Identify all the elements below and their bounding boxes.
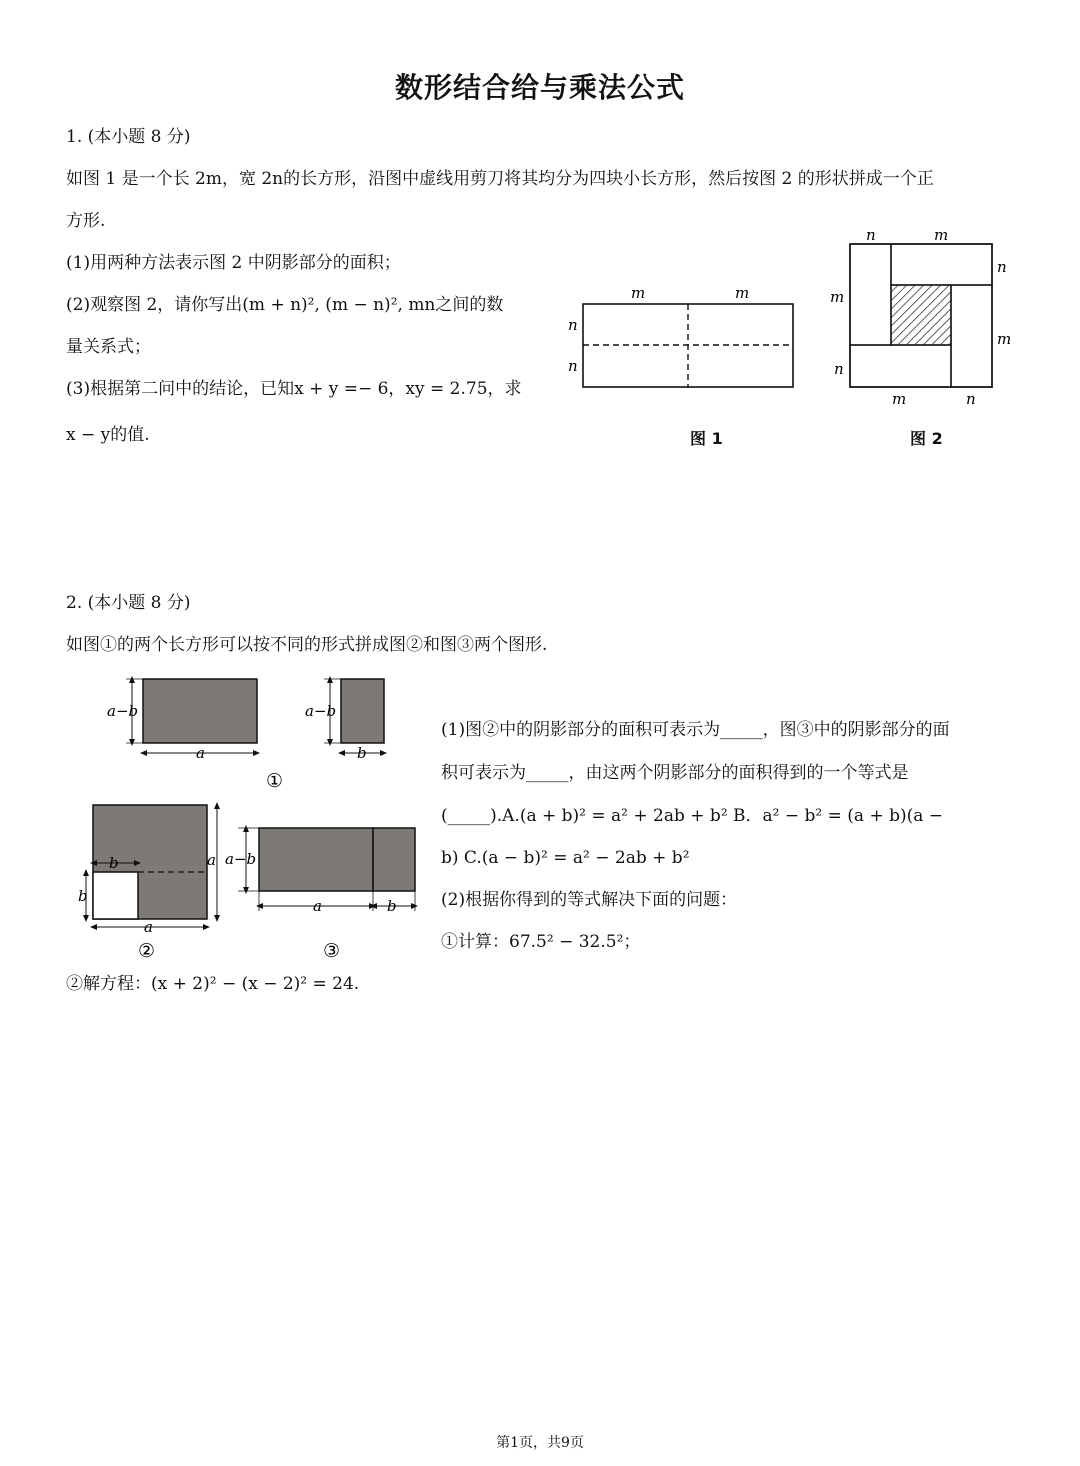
fig-q2-2-caption: ② [138, 940, 156, 962]
fig-q2-2-cutout-square [93, 872, 138, 919]
q2-part1-line4: b) C.(a − b)² = a² − 2ab + b² [441, 848, 690, 868]
fig-q2-3-rect-b [373, 828, 415, 891]
fig-q2-3-caption: ③ [323, 940, 341, 962]
page-title: 数形结合给与乘法公式 [394, 71, 685, 104]
q1-intro-line1: 如图 1 是一个长 2m，宽 2n的长方形，沿图中虚线用剪刀将其均分为四块小长方形，然后按图 2 的形状拼成一个正 [66, 169, 934, 189]
figure-1 [555, 280, 815, 450]
fig2-rect-top [891, 244, 992, 285]
fig-q2-1-rect-a [143, 679, 257, 743]
q1-header: 1. (本小题 8 分) [66, 127, 191, 147]
fig-q2-2-label-b-left: b [78, 887, 88, 905]
fig-q2-2-label-b-top: b [109, 854, 119, 872]
fig-q2-2-label-a-right: a [207, 851, 216, 869]
fig2-label-n-right: n [997, 258, 1007, 276]
q1-part2-line1: (2)观察图 2，请你写出(m + n)², (m − n)², mn之间的数 [66, 295, 504, 315]
fig-q2-3-label-b: b [387, 897, 397, 915]
q2-part1-line1: (1)图②中的阴影部分的面积可表示为_____，图③中的阴影部分的面 [441, 720, 950, 740]
fig1-label-n-bottom: n [568, 357, 578, 375]
page-footer: 第1页，共9页 [496, 1435, 584, 1451]
fig1-label-m-left: m [631, 284, 646, 302]
fig2-rect-right [951, 285, 992, 387]
fig2-label-m-right: m [997, 330, 1012, 348]
fig1-caption: 图 1 [690, 429, 723, 448]
q1-part2-line2: 量关系式； [66, 337, 151, 357]
fig-q2-1-label-amb: a−b [107, 702, 139, 720]
q2-part1-line2: 积可表示为_____，由这两个阴影部分的面积得到的一个等式是 [441, 763, 909, 783]
fig2-shaded-square [891, 285, 951, 345]
q2-sub1: ①计算：67.5² − 32.5²； [441, 932, 641, 952]
fig2-label-n-top: n [866, 226, 876, 244]
fig2-rect-bottom [850, 345, 951, 387]
q2-part1-line3: (_____).A.(a + b)² = a² + 2ab + b² B．a² − b² = (a + b)(a − [441, 806, 944, 826]
fig2-caption: 图 2 [910, 429, 943, 448]
fig1-label-n-top: n [568, 316, 578, 334]
fig2-label-m-left: m [830, 288, 845, 306]
q2-figures [80, 665, 425, 970]
fig2-label-m-top: m [934, 226, 949, 244]
fig1-label-m-right: m [735, 284, 750, 302]
fig2-label-n-left: n [834, 360, 844, 378]
fig-q2-1-label-amb2: a−b [305, 702, 337, 720]
q1-part3-line1: (3)根据第二问中的结论，已知x + y =− 6，xy = 2.75，求 [66, 379, 522, 399]
fig-q2-1-label-b: b [357, 744, 367, 762]
q2-intro: 如图①的两个长方形可以按不同的形式拼成图②和图③两个图形. [66, 635, 548, 655]
q2-sub2: ②解方程：(x + 2)² − (x − 2)² = 24. [66, 974, 360, 994]
fig2-label-n-bottom: n [966, 390, 976, 408]
q1-part3-line2: x − y的值. [66, 425, 150, 445]
fig-q2-1-rect-b [341, 679, 384, 743]
fig-q2-3-label-amb: a−b [225, 850, 257, 868]
q1-part1: (1)用两种方法表示图 2 中阴影部分的面积； [66, 253, 401, 273]
fig2-rect-left [850, 244, 891, 345]
fig2-label-m-bottom: m [892, 390, 907, 408]
fig-q2-3-rect-a [259, 828, 373, 891]
q1-intro-line2: 方形. [66, 211, 106, 231]
fig-q2-1-label-a: a [196, 744, 205, 762]
fig-q2-2-label-a-bottom: a [144, 918, 153, 936]
figure-2 [825, 222, 1025, 422]
q2-part2: (2)根据你得到的等式解决下面的问题： [441, 890, 738, 910]
fig-q2-1-caption: ① [266, 770, 284, 792]
q2-header: 2. (本小题 8 分) [66, 593, 191, 613]
fig-q2-3-label-a: a [313, 897, 322, 915]
